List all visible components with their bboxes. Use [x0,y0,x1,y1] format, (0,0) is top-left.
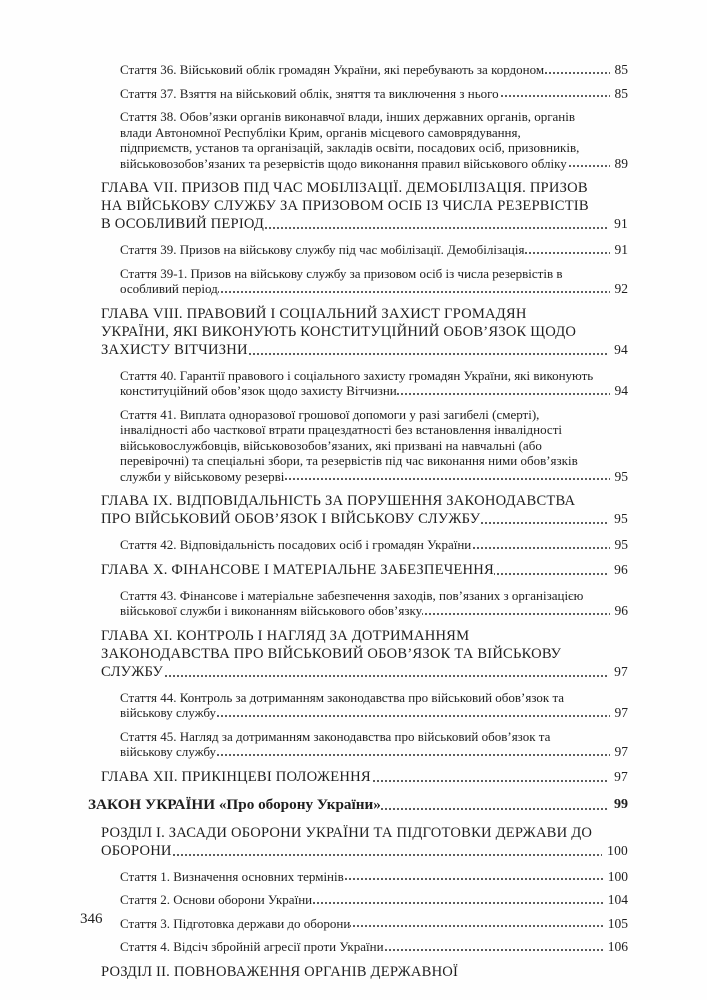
toc-entry-title: Стаття 42. Відповідальність посадових осіб і громадян України [120,537,472,552]
toc-entry-page-number: 99 [609,795,628,814]
toc-entry [120,892,628,908]
toc-entry [120,368,628,399]
toc-entry-title: ГЛАВА VIII. ПРАВОВИЙ І СОЦІАЛЬНИЙ ЗАХИСТ ГРОМАДЯН УКРАЇНИ, ЯКІ ВИКОНУЮТЬ КОНСТИТУЦІЙНИЙ ОБОВ’ЯЗОК ЩОДО ЗАХИСТУ ВІТЧИЗНИ [101,305,577,358]
toc-entry [120,109,628,171]
toc-entry-title: Стаття 1. Визначення основних термінів [120,868,344,884]
toc-entry-page-number: 95 [610,537,629,553]
toc-entry [120,588,628,619]
toc-entry-title: РОЗДІЛ II. ПОВНОВАЖЕННЯ ОРГАНІВ ДЕРЖАВНОЇ [101,963,459,980]
toc-entry-page-number: 85 [610,62,629,78]
toc-entry-title: ЗАКОН УКРАЇНИ «Про оборону України» [88,795,381,813]
toc-entry-page-number: 85 [610,86,629,102]
toc-entry [120,266,628,297]
toc-entry [101,963,628,981]
toc-entry [101,305,628,359]
toc-entry-page-number: 96 [610,603,629,619]
dot-leader [101,675,627,677]
toc-entry-page-number: 100 [602,842,628,860]
page-number-folio: 346 [80,911,103,927]
toc-entry-page-number: 91 [609,215,628,233]
toc-entry [101,561,628,579]
toc-entry-title: Стаття 45. Нагляд за дотриманням законодавства про військовий обов’язок та військову службу [120,728,551,759]
toc-entry [120,242,628,258]
toc-entry-title: Стаття 38. Обов’язки органів виконавчої влади, інших державних органів, органів влади Автономної Республіки Крим, органів місцевого самоврядування, підприємств, установ та організацій, закладів освіти, посадових осіб, призовників, військовозобов’язаних та резервістів щодо виконання правил військового обліку [120,109,580,171]
toc-entry [120,86,628,102]
toc-entry-title: ГЛАВА X. ФІНАНСОВЕ І МАТЕРІАЛЬНЕ ЗАБЕЗПЕЧЕННЯ [101,561,494,578]
toc-entry-title: ГЛАВА IX. ВІДПОВІДАЛЬНІСТЬ ЗА ПОРУШЕННЯ ЗАКОНОДАВСТВА ПРО ВІЙСЬКОВИЙ ОБОВ’ЯЗОК І ВІЙСЬКОВУ СЛУЖБУ [101,493,576,527]
toc-entry-page-number: 97 [609,768,628,786]
toc-entry-page-number: 94 [609,341,628,359]
toc-entry [101,179,628,233]
toc-entry [101,768,628,786]
toc-entry-title: Стаття 39-1. Призов на військову службу за призовом осіб із числа резервістів в особливий період [120,265,563,296]
toc-entry [101,492,628,528]
toc-list [88,62,628,990]
toc-entry-title: Стаття 40. Гарантії правового і соціального захисту громадян України, які виконують конституційний обов’язок щодо захисту Вітчизни [120,367,594,398]
toc-entry-page-number: 95 [609,510,628,528]
toc-entry [101,824,628,860]
toc-entry-page-number: 100 [603,869,628,885]
toc-entry-title: Стаття 3. Підготовка держави до оборони [120,915,351,931]
toc-entry [120,729,628,760]
toc-entry-title: Стаття 43. Фінансове і матеріальне забезпечення заходів, пов’язаних з організацією військової служби і виконанням військового обов’язку [120,587,584,618]
toc-entry-page-number: 106 [603,939,628,955]
toc-entry-page-number: 105 [603,916,628,932]
toc-entry-title: Стаття 41. Виплата одноразової грошової допомоги у разі загибелі (смерті), інвалідності або часткової втрати працездатності без встановлення інвалідності військовослужбовців, військовозобов’язаних, які призвані на навчальні (або перевірочні) та спеціальні збори, та резервістів під час виконання ними обов’язків служби у військовому резерві [120,406,578,484]
toc-entry-title: ГЛАВА XII. ПРИКІНЦЕВІ ПОЛОЖЕННЯ [101,768,371,785]
toc-entry-title: Стаття 39. Призов на військову службу під час мобілізації. Демобілізація [120,242,525,257]
toc-entry-title: Стаття 4. Відсіч збройній агресії проти України [120,939,384,954]
toc-entry-page-number: 104 [603,892,628,908]
toc-entry-page-number: 94 [610,383,629,399]
toc-entry-page-number: 92 [610,281,629,297]
toc-entry [120,869,628,885]
toc-entry-page-number: 96 [609,561,628,579]
toc-entry [88,795,628,814]
toc-entry [101,627,628,681]
toc-entry-title: ГЛАВА VII. ПРИЗОВ ПІД ЧАС МОБІЛІЗАЦІЇ. ДЕМОБІЛІЗАЦІЯ. ПРИЗОВ НА ВІЙСЬКОВУ СЛУЖБУ ЗА ПРИЗОВОМ ОСІБ ІЗ ЧИСЛА РЕЗЕРВІСТІВ В ОСОБЛИВИЙ ПЕРІОД [101,180,589,232]
toc-entry [120,690,628,721]
toc-entry [120,62,628,78]
toc-entry-page-number: 97 [609,663,628,681]
toc-entry-title: Стаття 37. Взяття на військовий облік, зняття та виключення з нього [120,85,499,101]
toc-entry-title: Стаття 44. Контроль за дотриманням законодавства про військовий обов’язок та військову службу [120,689,565,720]
dot-leader [101,854,627,856]
toc-entry-page-number: 91 [610,242,629,258]
toc-entry [120,407,628,485]
toc-entry-title: Стаття 2. Основи оборони України [120,892,313,907]
toc-entry [120,537,628,553]
toc-entry-title: РОЗДІЛ I. ЗАСАДИ ОБОРОНИ УКРАЇНИ ТА ПІДГОТОВКИ ДЕРЖАВИ ДО ОБОРОНИ [101,824,593,859]
toc-entry-title: ГЛАВА XI. КОНТРОЛЬ І НАГЛЯД ЗА ДОТРИМАННЯМ ЗАКОНОДАВСТВА ПРО ВІЙСЬКОВИЙ ОБОВ’ЯЗОК ТА ВІЙСЬКОВУ СЛУЖБУ [101,627,562,680]
toc-entry-page-number: 89 [610,156,629,172]
toc-entry-page-number: 97 [610,744,629,760]
toc-entry-page-number: 97 [610,705,629,721]
toc-entry-title: Стаття 36. Військовий облік громадян України, які перебувають за кордоном [120,62,545,77]
toc-entry [120,939,628,955]
toc-entry-page-number: 95 [610,469,629,485]
toc-entry [120,916,628,932]
